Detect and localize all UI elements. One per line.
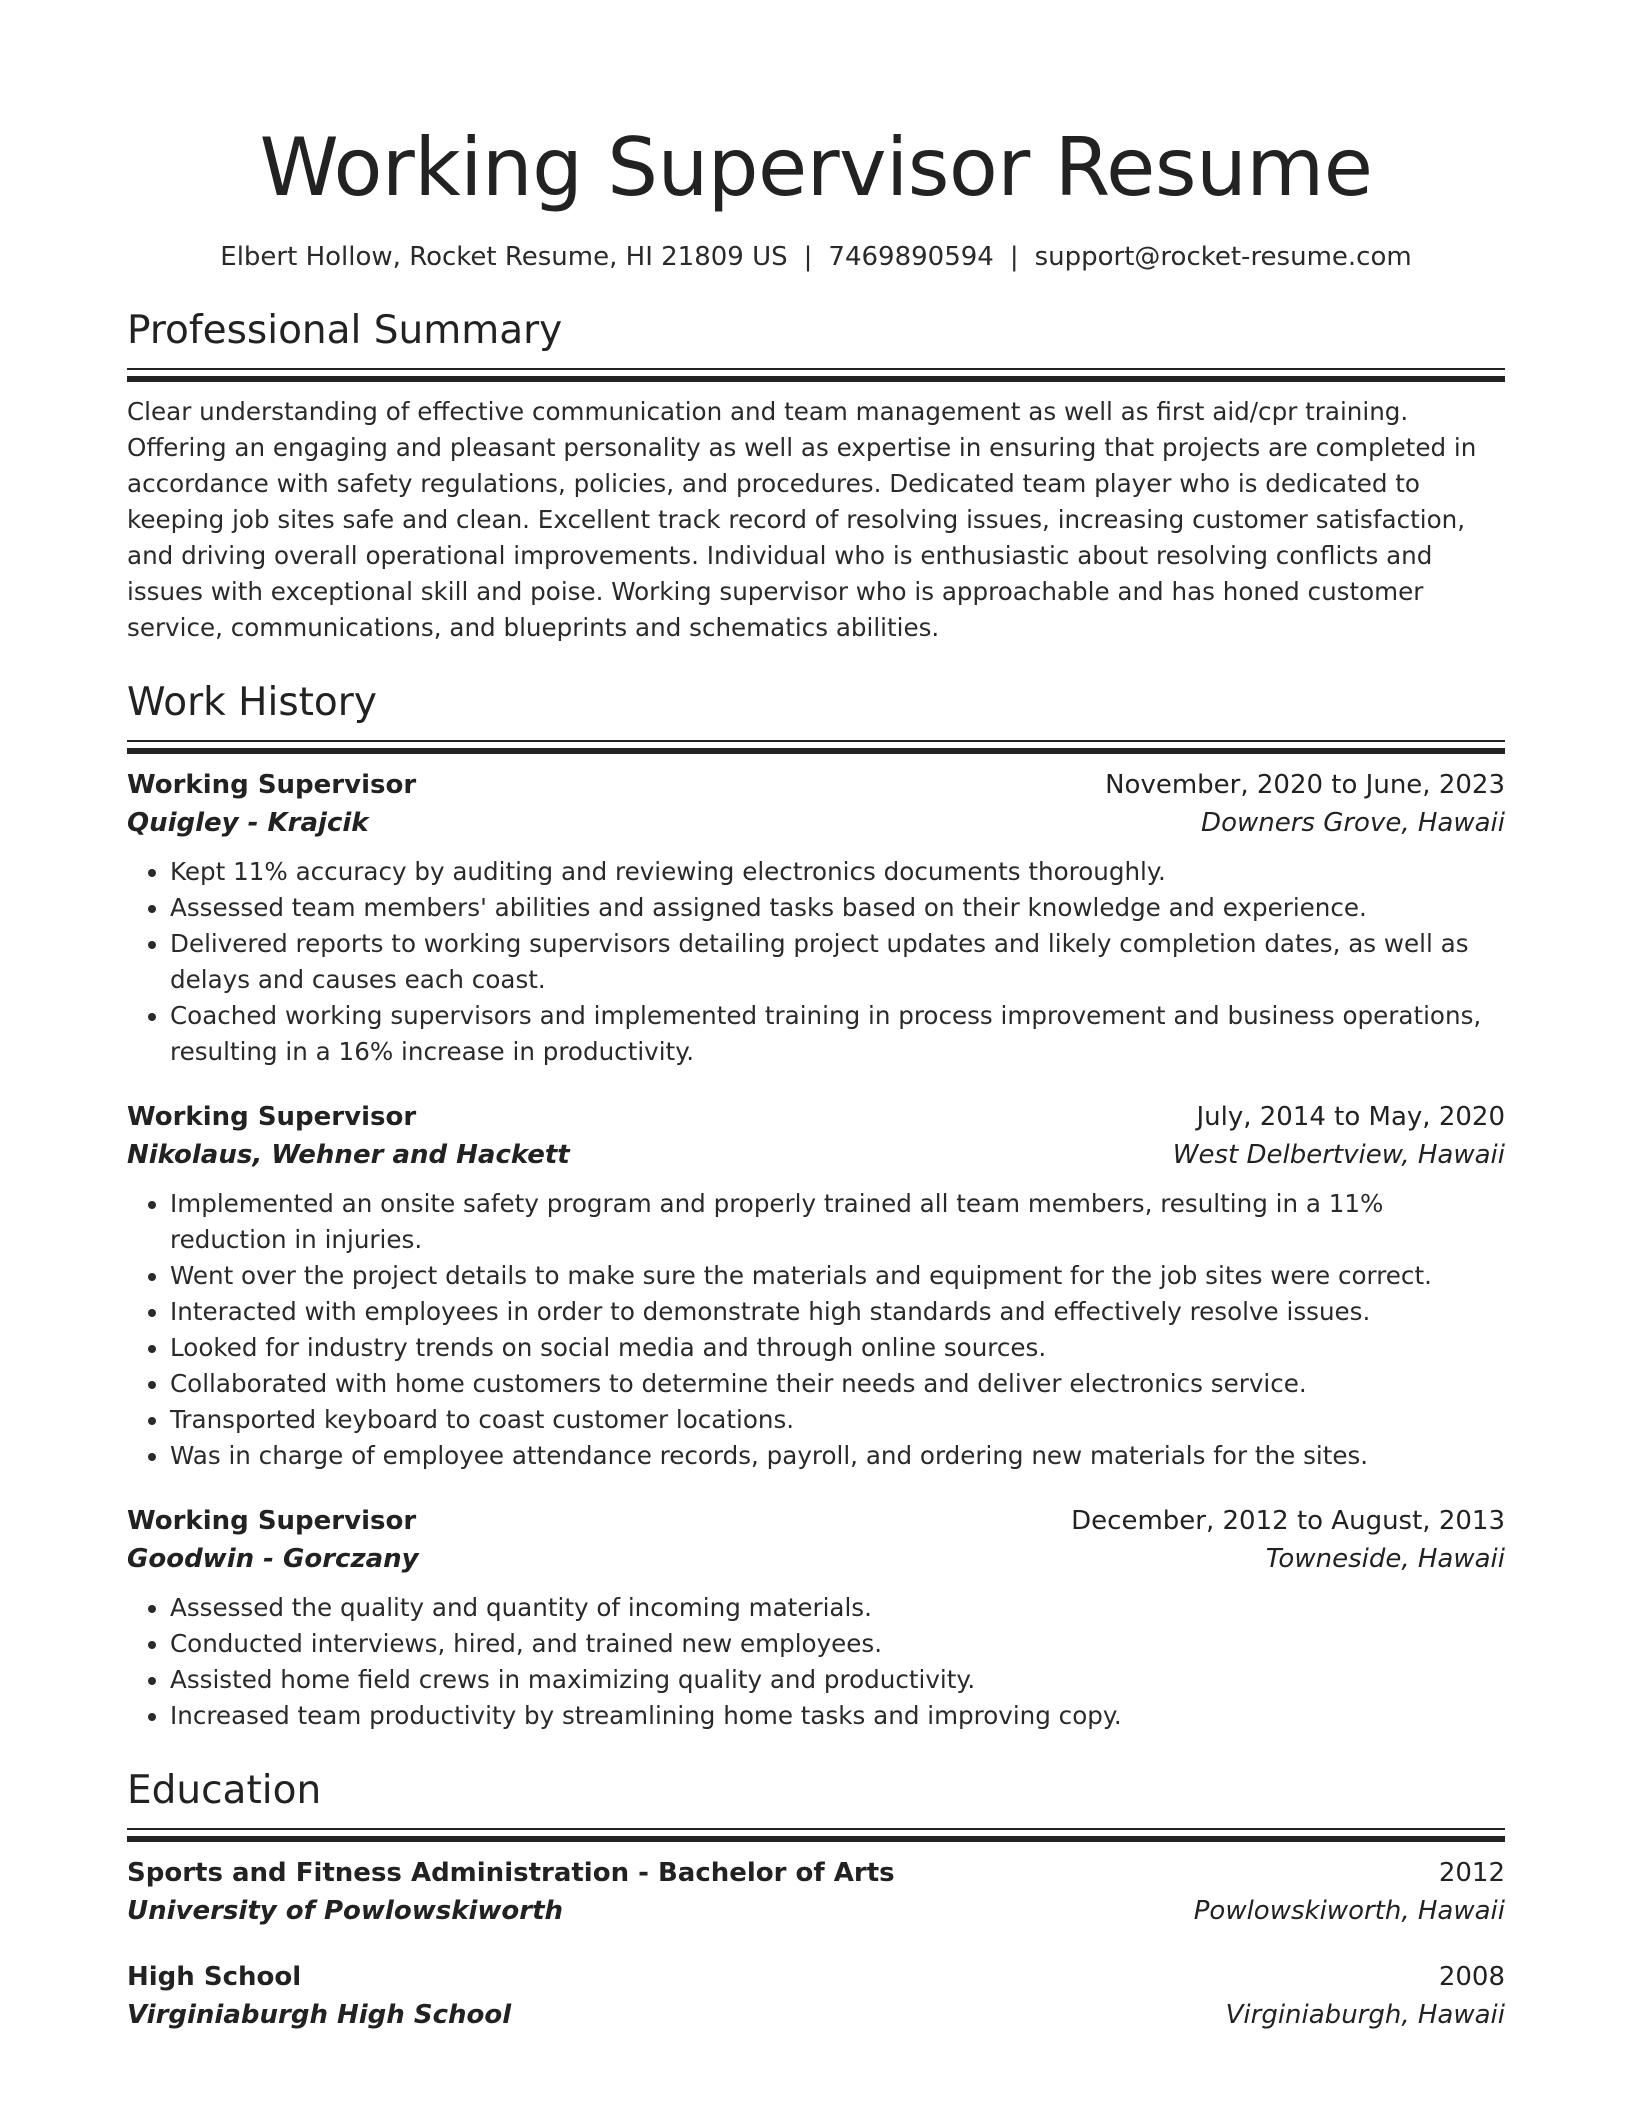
job-bullets [127, 1186, 1505, 1474]
job-dates: December, 2012 to August, 2013 [1071, 1506, 1505, 1536]
education-degree: Sports and Fitness Administration - Bachelor of Arts [127, 1858, 895, 1888]
education-year: 2012 [1438, 1858, 1505, 1888]
job-bullet: • Went over the project details to make sure the materials and equipment for the job sites were correct. [170, 1258, 1505, 1294]
job-company: Nikolaus, Wehner and Hackett [127, 1140, 570, 1170]
job-bullet: • Kept 11% accuracy by auditing and reviewing electronics documents thoroughly. [170, 854, 1505, 890]
contact-separator: | [1009, 242, 1019, 272]
job-bullet: • Assisted home field crews in maximizing quality and productivity. [170, 1662, 1505, 1698]
contact-address: Elbert Hollow, Rocket Resume, HI 21809 US [220, 242, 788, 272]
contact-line [127, 240, 1505, 274]
summary-section [127, 308, 1505, 646]
job-dates: November, 2020 to June, 2023 [1105, 770, 1505, 800]
education-degree: High School [127, 1962, 302, 1992]
job-dates: July, 2014 to May, 2020 [1196, 1102, 1505, 1132]
job-location: Downers Grove, Hawaii [1201, 808, 1505, 838]
job-bullet: • Increased team productivity by streamlining home tasks and improving copy. [170, 1698, 1505, 1734]
education-school: Virginiaburgh High School [127, 2000, 512, 2030]
section-divider [127, 1828, 1505, 1834]
resume-title: Working Supervisor Resume [259, 121, 1373, 214]
job-entry [127, 766, 1505, 1070]
job-bullet: • Implemented an onsite safety program and properly trained all team members, resulting in a 11% reduction in injuries. [170, 1186, 1505, 1258]
job-bullet: • Delivered reports to working supervisors detailing project updates and likely completion dates, as well as delays and causes each coast. [170, 926, 1505, 998]
section-divider [127, 740, 1505, 746]
job-entry [127, 1098, 1505, 1474]
education-entry [127, 1854, 1505, 1930]
job-entry [127, 1502, 1505, 1734]
job-bullet: • Conducted interviews, hired, and trained new employees. [170, 1626, 1505, 1662]
section-heading-summary: Professional Summary [127, 308, 563, 353]
education-year: 2008 [1438, 1962, 1505, 1992]
job-title: Working Supervisor [127, 1102, 417, 1132]
summary-text: Clear understanding of effective communication and team management as well as first aid/cpr training. Offering an engaging and pleasant personality as well as expertise in ensuring that projects are completed in accordance with safety regulations, policies, and procedures. Dedicated team player who is dedicated to keeping job sites safe and clean. Excellent track record of resolving issues, increasing customer satisfaction, and driving overall operational improvements. Individual who is enthusiastic about resolving conflicts and issues with exceptional skill and poise. Working supervisor who is approachable and has honed customer service, communications, and blueprints and schematics abilities. [127, 397, 1477, 642]
job-title: Working Supervisor [127, 770, 417, 800]
job-bullet: • Coached working supervisors and implemented training in process improvement and business operations, resulting in a 16% increase in productivity. [170, 998, 1505, 1070]
job-bullet: • Assessed team members' abilities and assigned tasks based on their knowledge and experience. [170, 890, 1505, 926]
section-heading-work-history: Work History [127, 680, 377, 725]
job-company: Goodwin - Gorczany [127, 1544, 419, 1574]
education-entry [127, 1958, 1505, 2034]
job-title: Working Supervisor [127, 1506, 417, 1536]
job-location: West Delbertview, Hawaii [1172, 1140, 1505, 1170]
section-divider [127, 368, 1505, 374]
education-location: Powlowskiworth, Hawaii [1193, 1896, 1505, 1926]
job-bullet: • Transported keyboard to coast customer locations. [170, 1402, 1505, 1438]
contact-email: support@rocket-resume.com [1034, 242, 1412, 272]
job-bullet: • Assessed the quality and quantity of incoming materials. [170, 1590, 1505, 1626]
section-heading-education: Education [127, 1768, 322, 1813]
job-bullet: • Collaborated with home customers to determine their needs and deliver electronics service. [170, 1366, 1505, 1402]
job-bullets [127, 1590, 1505, 1734]
education-section [127, 1768, 1505, 2034]
job-company: Quigley - Krajcik [127, 808, 369, 838]
contact-separator: | [803, 242, 813, 272]
job-location: Towneside, Hawaii [1265, 1544, 1505, 1574]
work-history-section [127, 680, 1505, 1734]
contact-phone: 7469890594 [828, 242, 994, 272]
education-school: University of Powlowskiworth [127, 1896, 564, 1926]
job-bullet: • Looked for industry trends on social media and through online sources. [170, 1330, 1505, 1366]
job-bullet: • Interacted with employees in order to demonstrate high standards and effectively resolve issues. [170, 1294, 1505, 1330]
education-location: Virginiaburgh, Hawaii [1225, 2000, 1505, 2030]
job-bullet: • Was in charge of employee attendance records, payroll, and ordering new materials for the sites. [170, 1438, 1505, 1474]
job-bullets [127, 854, 1505, 1070]
